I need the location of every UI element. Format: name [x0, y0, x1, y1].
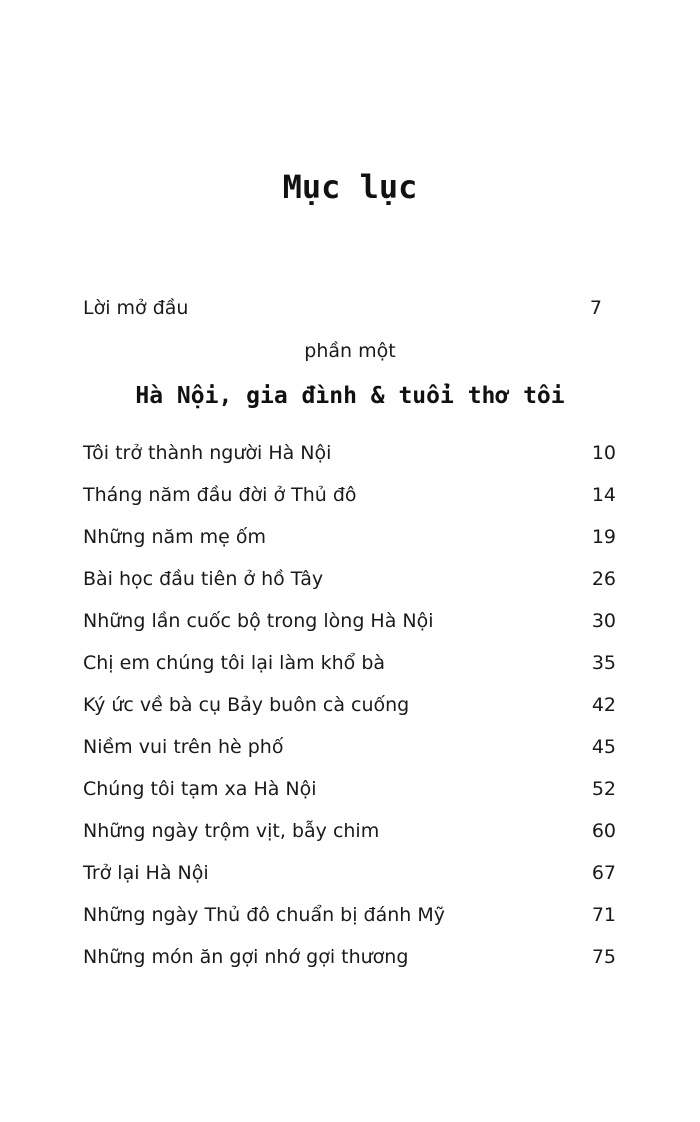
toc-entry[interactable] [83, 736, 616, 766]
toc-entry-label: Những lần cuốc bộ trong lòng Hà Nội [83, 610, 434, 632]
toc-entry-page-number: 14 [591, 484, 616, 506]
toc-entry[interactable] [83, 904, 616, 934]
toc-entry-label: Chúng tôi tạm xa Hà Nội [83, 778, 317, 800]
toc-entry-label: Trở lại Hà Nội [83, 862, 209, 884]
toc-entry-page-number: 42 [591, 694, 616, 716]
toc-entry-label: Những ngày Thủ đô chuẩn bị đánh Mỹ [83, 904, 446, 926]
toc-entry-page-number: 7 [589, 297, 602, 319]
toc-entry-label: Ký ức về bà cụ Bảy buôn cà cuống [83, 694, 410, 716]
toc-entry-page-number: 35 [591, 652, 616, 674]
toc-entry-page-number: 26 [591, 568, 616, 590]
toc-entry-page-number: 52 [591, 778, 616, 800]
toc-entry-page-number: 19 [591, 526, 616, 548]
toc-title: Mục lục [282, 168, 418, 206]
toc-entry-label: Chị em chúng tôi lại làm khổ bà [83, 652, 386, 674]
toc-entry-label: Tôi trở thành người Hà Nội [83, 442, 332, 464]
toc-entry[interactable] [83, 442, 616, 472]
toc-entry[interactable] [83, 820, 616, 850]
toc-entry-page-number: 67 [591, 862, 616, 884]
toc-entry-page-number: 75 [591, 946, 616, 968]
toc-entry-page-number: 45 [591, 736, 616, 758]
toc-entry-label: Những món ăn gợi nhớ gợi thương [83, 946, 409, 968]
toc-entry[interactable] [83, 610, 616, 640]
toc-entry-label: Niềm vui trên hè phố [83, 736, 284, 758]
toc-entry[interactable] [83, 526, 616, 556]
toc-entry-label: Lời mở đầu [83, 297, 189, 319]
part-title: Hà Nội, gia đình & tuổi thơ tôi [135, 383, 565, 409]
toc-entry-page-number: 71 [591, 904, 616, 926]
toc-entry[interactable] [83, 862, 616, 892]
part-label: phần một [304, 340, 396, 362]
toc-entry-page-number: 30 [591, 610, 616, 632]
toc-entry-page-number: 10 [591, 442, 616, 464]
toc-entry-label: Bài học đầu tiên ở hồ Tây [83, 568, 324, 590]
toc-entry[interactable] [83, 946, 616, 976]
toc-entry[interactable] [83, 652, 616, 682]
toc-entry-label: Những năm mẹ ốm [83, 526, 267, 548]
toc-entry-page-number: 60 [591, 820, 616, 842]
toc-entry-intro[interactable] [83, 297, 616, 327]
toc-entry[interactable] [83, 568, 616, 598]
toc-entry-label: Tháng năm đầu đời ở Thủ đô [83, 484, 357, 506]
toc-entry[interactable] [83, 778, 616, 808]
toc-entry[interactable] [83, 484, 616, 514]
toc-entry-label: Những ngày trộm vịt, bẫy chim [83, 820, 380, 842]
toc-entry[interactable] [83, 694, 616, 724]
